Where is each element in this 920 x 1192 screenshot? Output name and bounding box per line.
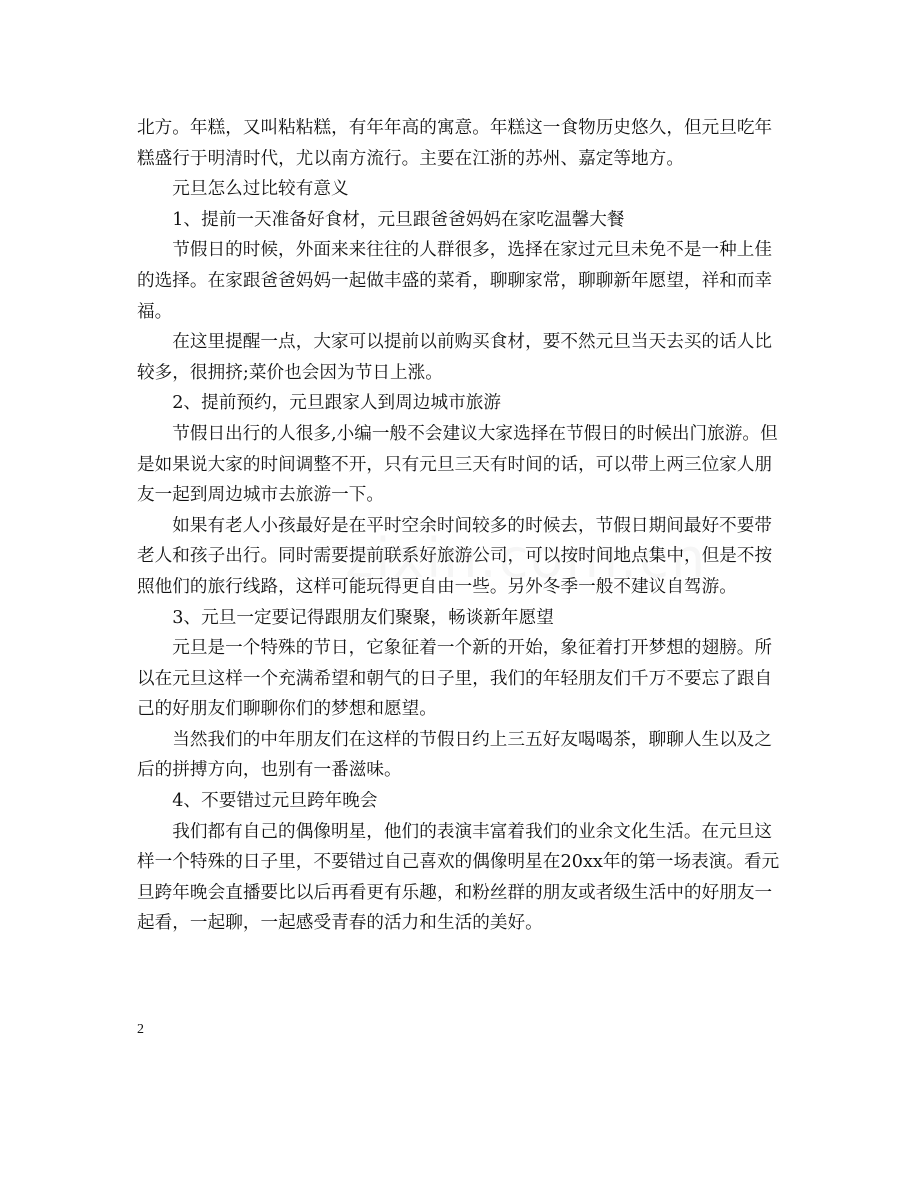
section-heading: 3、元旦一定要记得跟朋友们聚聚，畅谈新年愿望 [172,607,554,628]
section-heading: 2、提前预约，元旦跟家人到周边城市旅游 [172,393,502,414]
page-number: 2 [137,1022,144,1037]
paragraph: 当然我们的中年朋友们在这样的节假日约上三五好友喝喝茶，聊聊人生以及之后的拼搏方向，也别有一番滋味。 [137,729,773,781]
paragraph: 北方。年糕，又叫粘粘糕，有年年高的寓意。年糕这一食物历史悠久，但元旦吃年糕盛行于明清时代，尤以南方流行。主要在江浙的苏州、嘉定等地方。 [137,118,773,169]
document-body [137,113,787,939]
paragraph: 节假日的时候，外面来来往往的人群很多，选择在家过元旦未免不是一种上佳的选择。在家跟爸爸妈妈一起做丰盛的菜肴，聊聊家常，聊聊新年愿望，祥和而幸福。 [137,240,773,322]
paragraph: 元旦是一个特殊的节日，它象征着一个新的开始，象征着打开梦想的翅膀。所以在元旦这样一个充满希望和朝气的日子里，我们的年轻朋友们千万不要忘了跟自己的好朋友们聊聊你们的梦想和愿望。 [137,638,773,720]
section-title: 元旦怎么过比较有意义 [172,179,349,200]
paragraph: 我们都有自己的偶像明星，他们的表演丰富着我们的业余文化生活。在元旦这样一个特殊的日子里，不要错过自己喜欢的偶像明星在20xx年的第一场表演。看元旦跨年晚会直播要比以后再看更有乐趣，和粉丝群的朋友或者级生活中的好朋友一起看，一起聊，一起感受青春的活力和生活的美好。 [137,821,780,934]
section-heading: 4、不要错过元旦跨年晚会 [172,791,378,812]
section-heading: 1、提前一天准备好食材，元旦跟爸爸妈妈在家吃温馨大餐 [172,209,625,230]
paragraph: 在这里提醒一点，大家可以提前以前购买食材，要不然元旦当天去买的话人比较多，很拥挤;菜价也会因为节日上涨。 [137,332,773,383]
paragraph: 节假日出行的人很多,小编一般不会建议大家选择在节假日的时候出门旅游。但是如果说大家的时间调整不开，只有元旦三天有时间的话，可以带上两三位家人朋友一起到周边城市去旅游一下。 [137,423,778,506]
paragraph: 如果有老人小孩最好是在平时空余时间较多的时候去，节假日期间最好不要带老人和孩子出行。同时需要提前联系好旅游公司，可以按时间地点集中，但是不按照他们的旅行线路，这样可能玩得更自由一些。另外冬季一般不建议自驾游。 [137,515,773,597]
